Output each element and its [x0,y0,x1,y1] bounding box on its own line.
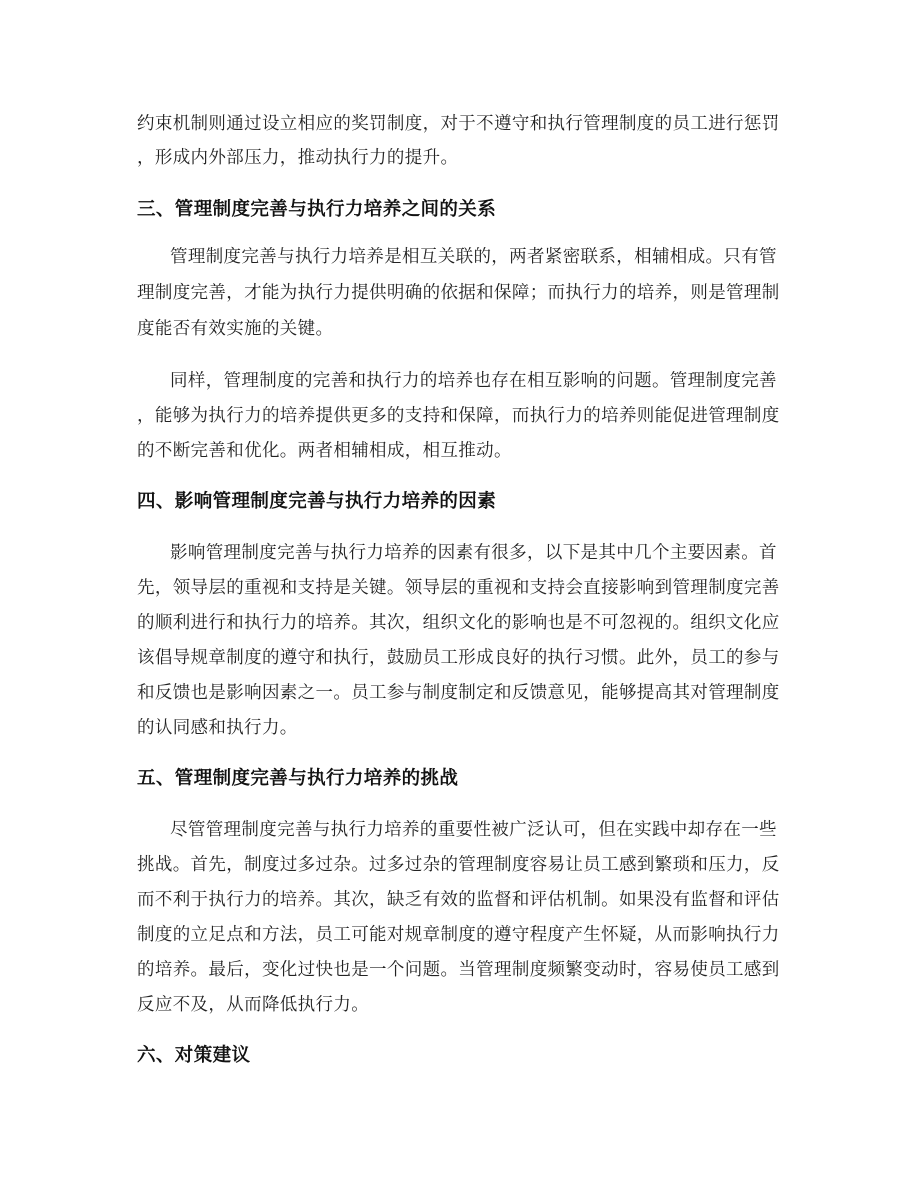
paragraph-line: 影响管理制度完善与执行力培养的因素有很多，以下是其中几个主要因素。首 [170,543,777,563]
paragraph-line: 先，领导层的重视和支持是关键。领导层的重视和支持会直接影响到管理制度完善 [137,578,780,598]
paragraph-line: 约束机制则通过设立相应的奖罚制度，对于不遵守和执行管理制度的员工进行惩罚 [137,114,780,134]
paragraph-line: 制度的立足点和方法，员工可能对规章制度的遵守程度产生怀疑，从而影响执行力 [137,925,780,945]
paragraph-line: 同样，管理制度的完善和执行力的培养也存在相互影响的问题。管理制度完善 [170,371,777,391]
paragraph-line: 的认同感和执行力。 [137,718,298,738]
paragraph-line: ，形成内外部压力，推动执行力的提升。 [137,148,459,168]
paragraph-line: 度能否有效实施的关键。 [137,319,334,339]
section-heading: 五、管理制度完善与执行力培养的挑战 [137,768,459,789]
section-heading: 四、影响管理制度完善与执行力培养的因素 [137,491,497,512]
section-heading: 六、对策建议 [137,1045,251,1066]
paragraph-line: 的顺利进行和执行力的培养。其次，组织文化的影响也是不可忽视的。组织文化应 [137,613,780,633]
paragraph-line: 管理制度完善与执行力培养是相互关联的，两者紧密联系，相辅相成。只有管 [170,247,777,267]
paragraph-line: 和反馈也是影响因素之一。员工参与制度制定和反馈意见，能够提高其对管理制度 [137,683,780,703]
paragraph-line: 尽管管理制度完善与执行力培养的重要性被广泛认可，但在实践中却存在一些 [170,820,777,840]
paragraph-line: 而不利于执行力的培养。其次，缺乏有效的监督和评估机制。如果没有监督和评估 [137,890,780,910]
paragraph-line: 反应不及，从而降低执行力。 [137,995,370,1015]
paragraph-line: 挑战。首先，制度过多过杂。过多过杂的管理制度容易让员工感到繁琐和压力，反 [137,855,780,875]
paragraph-line: ，能够为执行力的培养提供更多的支持和保障，而执行力的培养则能促进管理制度 [137,406,780,426]
paragraph-line: 的培养。最后，变化过快也是一个问题。当管理制度频繁变动时，容易使员工感到 [137,960,780,980]
paragraph-line: 的不断完善和优化。两者相辅相成，相互推动。 [137,441,512,461]
section-heading: 三、管理制度完善与执行力培养之间的关系 [137,199,497,220]
paragraph-line: 理制度完善，才能为执行力提供明确的依据和保障；而执行力的培养，则是管理制 [137,283,780,303]
paragraph-line: 该倡导规章制度的遵守和执行，鼓励员工形成良好的执行习惯。此外，员工的参与 [137,648,780,668]
